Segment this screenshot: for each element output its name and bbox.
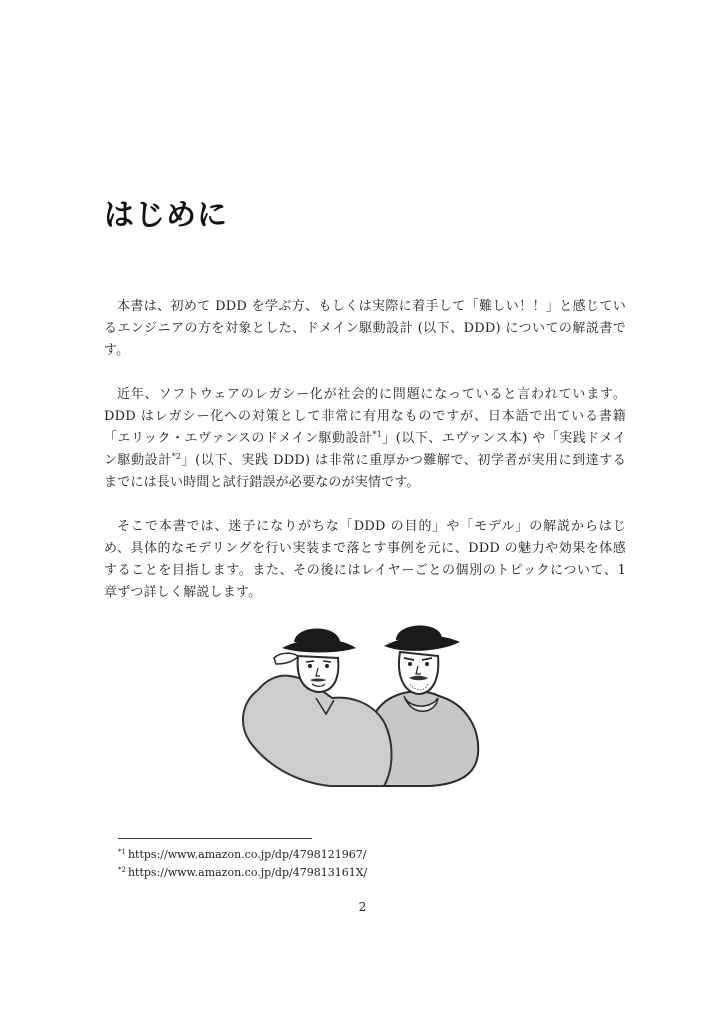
- paragraph-background: [104, 384, 626, 494]
- footnote-mark: *2: [118, 866, 126, 874]
- paragraph-goal: そこで本書では、迷子になりがちな「DDD の目的」や「モデル」の解説からはじめ、具体的なモデリングを行い実装まで落とす事例を元に、DDD の魅力や効果を体感することを目指します。また、その後にはレイヤーごとの個別のトピックについて、1 章ずつ詳しく解説します。: [104, 519, 626, 600]
- footnote-ref-1[interactable]: *1: [372, 430, 382, 439]
- paragraph-background-part2: 」(以下、エヴァンス本) や「実践ドメイン駆動設計: [104, 431, 626, 468]
- footnote-2: [118, 864, 367, 882]
- paragraph-background-part1: 近年、ソフトウェアのレガシー化が社会的に問題になっていると言われています。DDD はレガシー化への対策として非常に有用なものですが、日本語で出ている書籍「エリック・エヴァンスのドメイン駆動設計: [104, 387, 626, 446]
- body-text: [104, 296, 626, 626]
- page-title: はじめに: [104, 198, 228, 233]
- footnote-ref-2[interactable]: *2: [171, 452, 182, 461]
- paragraph-background-part3: 」(以下、実践 DDD) は非常に重厚かつ難解で、初学者が実用に到達するまでには長い時間と試行錯誤が必要なのが実情です。: [104, 453, 626, 490]
- footnote-link[interactable]: https://www.amazon.co.jp/dp/4798121967/: [127, 848, 367, 861]
- paragraph-intro: 本書は、初めて DDD を学ぶ方、もしくは実際に着手して「難しい！！」と感じているエンジニアの方を対象とした、ドメイン駆動設計 (以下、DDD) についての解説書です。: [104, 299, 626, 358]
- footnote-mark: *1: [118, 848, 126, 856]
- footnote-divider: [118, 838, 312, 839]
- footnotes: [118, 846, 367, 882]
- two-men-illustration: [234, 618, 496, 788]
- footnote-1: [118, 846, 367, 864]
- footnote-link[interactable]: https://www.amazon.co.jp/dp/479813161X/: [127, 866, 368, 879]
- page-number: 2: [358, 900, 367, 914]
